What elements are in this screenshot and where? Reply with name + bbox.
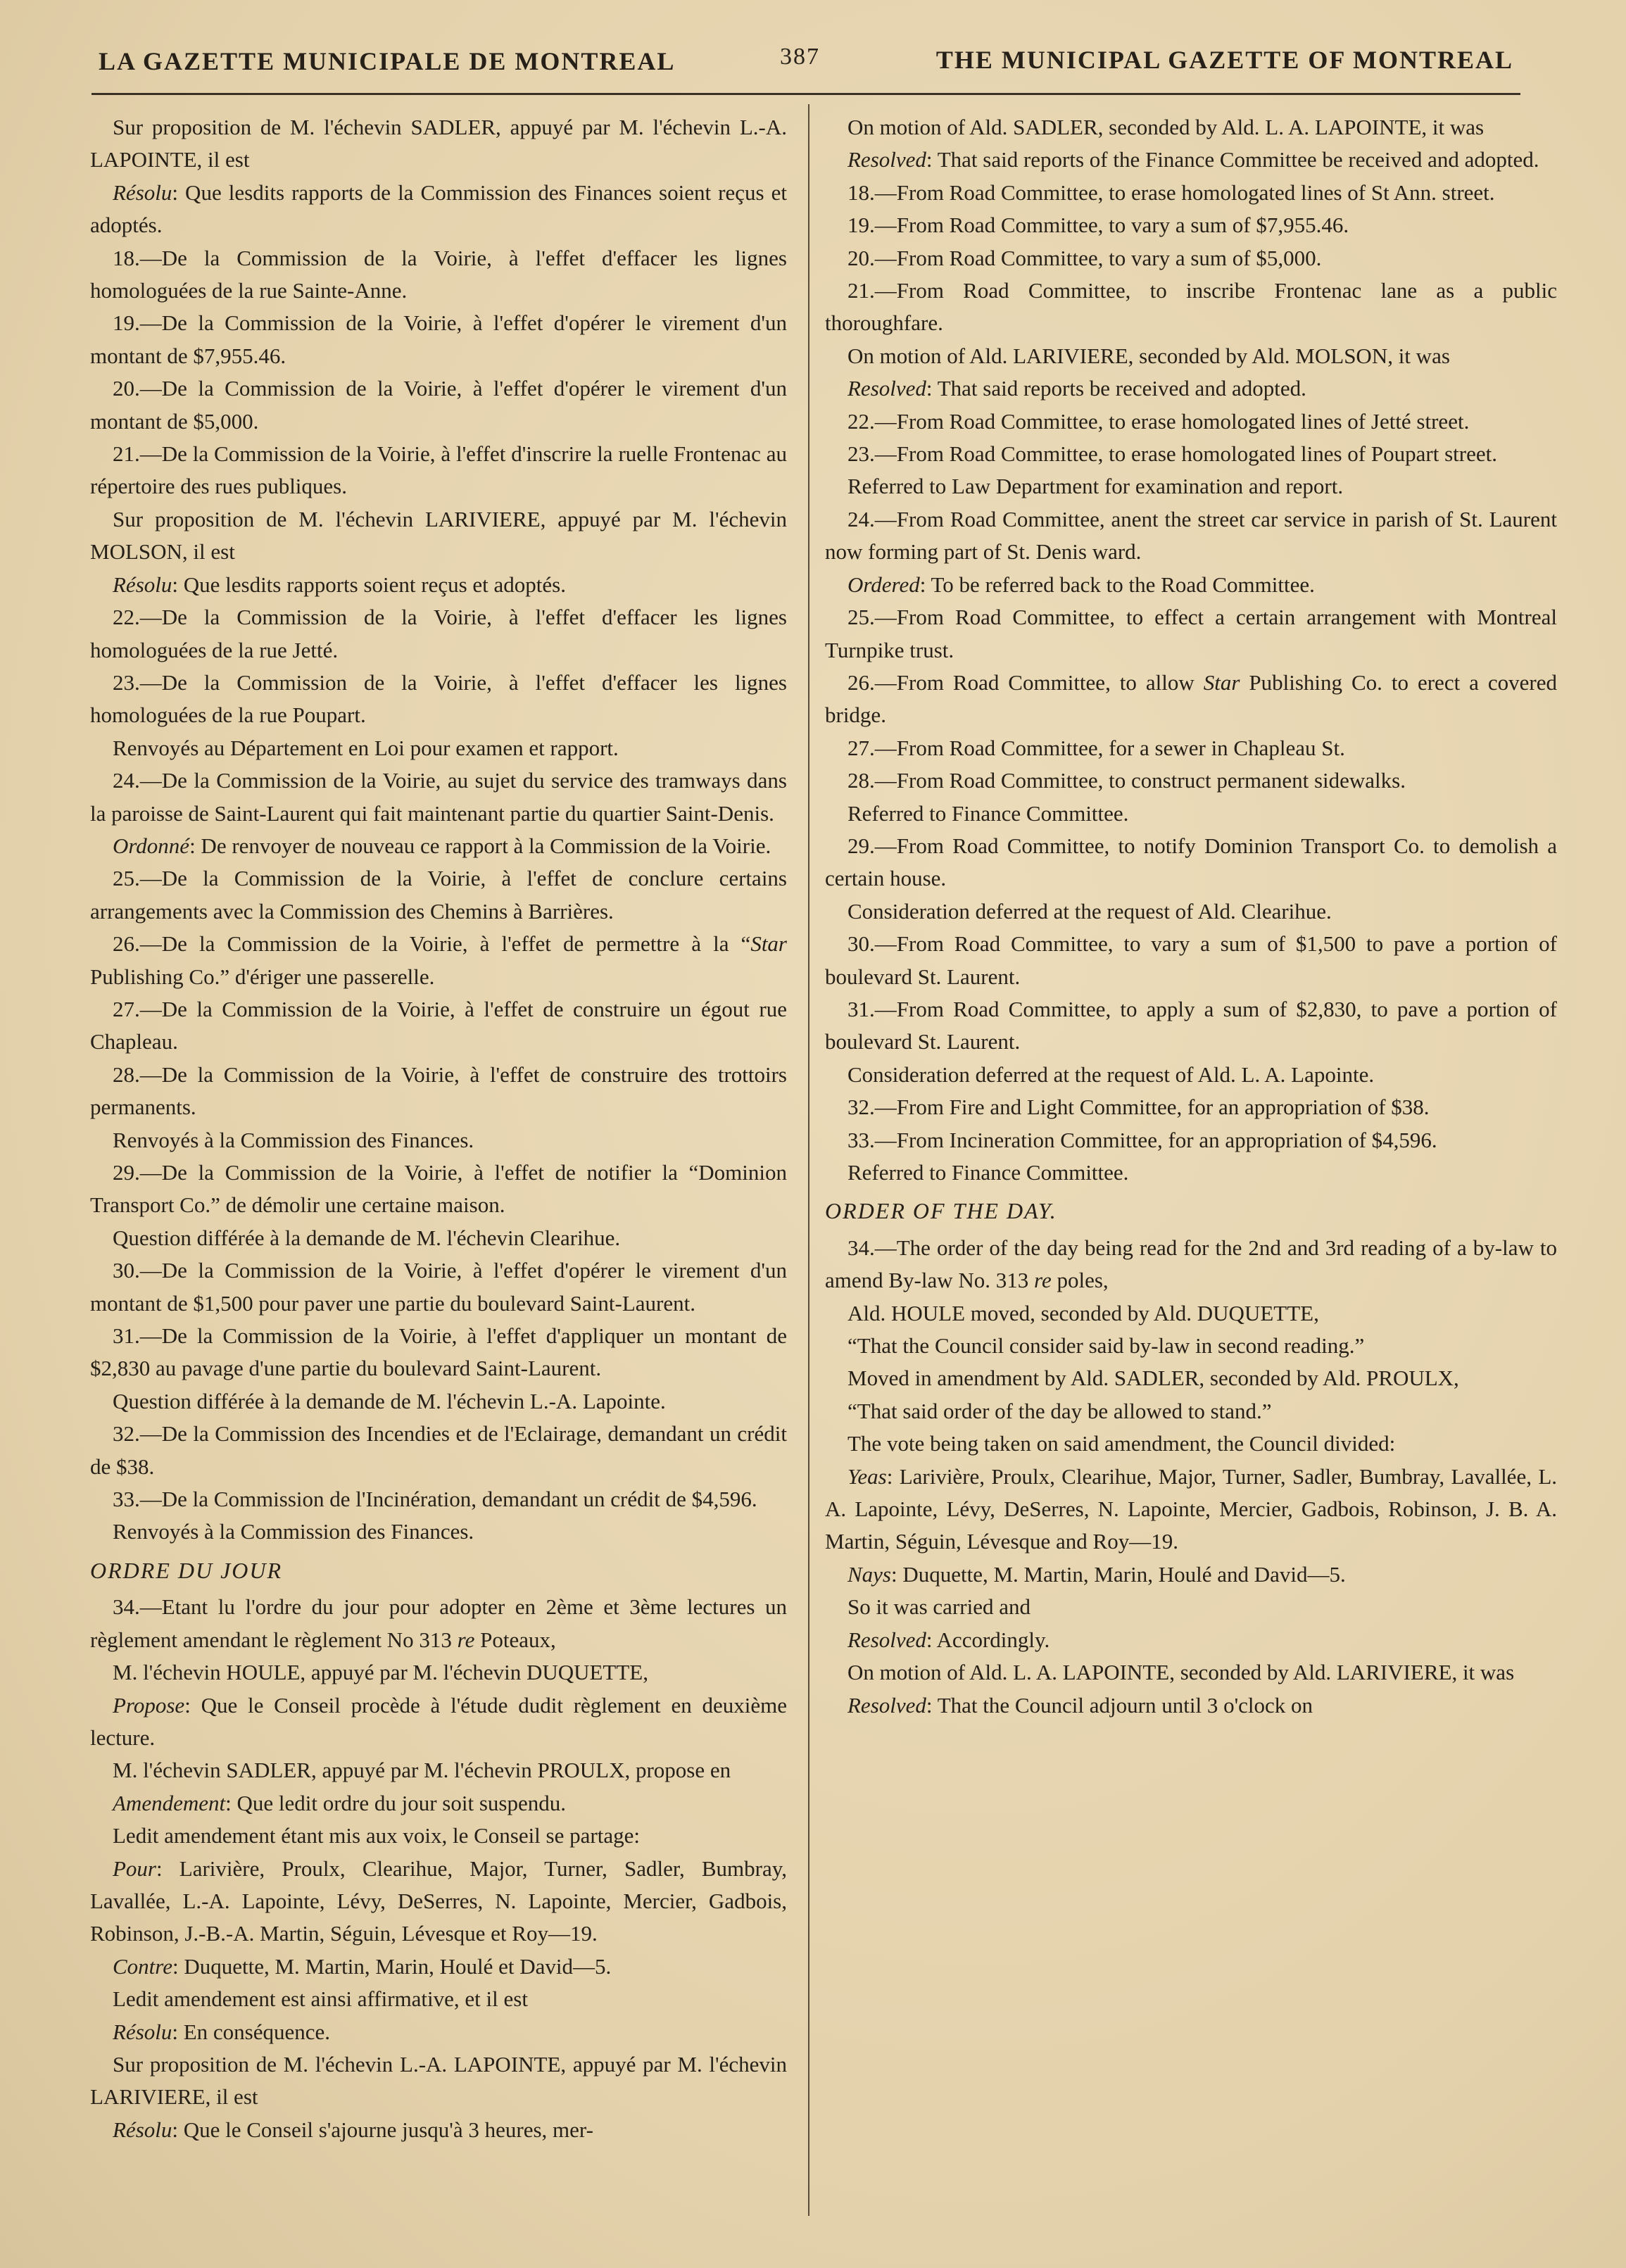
paragraph: M. l'échevin SADLER, appuyé par M. l'échevin PROULX, propose en [113, 1758, 731, 1783]
report-item: 30.—De la Commission de la Voirie, à l'effet d'opérer le virement d'un montant de $1,500 pour paver une partie du boulevard Saint-Laurent. [90, 1258, 787, 1316]
report-item: 18.—From Road Committee, to erase homologated lines of St Ann. street. [847, 179, 1495, 205]
paragraph: Ledit amendement étant mis aux voix, le Conseil se partage: [113, 1823, 640, 1848]
paragraph: On motion of Ald. SADLER, seconded by Ald. L. A. LAPOINTE, it was [847, 115, 1485, 139]
paragraph [90, 177, 787, 242]
report-item: 27.—From Road Committee, for a sewer in Chapleau St. [847, 735, 1345, 760]
report-item: 30.—From Road Committee, to vary a sum of $1,500 to pave a portion of boulevard St. Laurent. [825, 931, 1557, 989]
paragraph: Question différée à la demande de M. l'échevin Clearihue. [113, 1225, 621, 1250]
paragraph: M. l'échevin HOULE, appuyé par M. l'échevin DUQUETTE, [113, 1660, 648, 1685]
paragraph [825, 372, 1557, 405]
report-item [825, 1232, 1557, 1297]
resolution-label: Resolved [847, 376, 926, 401]
paragraph-text: : Larivière, Proulx, Clearihue, Major, Turner, Sadler, Bumbray, Lavallée, L. A. Lapointe, Lévy, DeSerres, N. Lapointe, Mercier, Gadbois, Robinson, J. B. A. Martin, Séguin, Lévesque and Roy—19. [825, 1463, 1557, 1554]
paragraph-text: Publishing Co. to erect a covered bridge. [825, 669, 1557, 728]
paragraph-text: : Que le Conseil procède à l'étude dudit règlement en deuxième lecture. [90, 1692, 787, 1750]
resolution-label: Resolved [847, 147, 926, 172]
report-item: 29.—De la Commission de la Voirie, à l'effet de notifier la “Dominion Transport Co.” de démolir une certaine maison. [90, 1160, 787, 1218]
paragraph-text: : Duquette, M. Martin, Marin, Houlé et David—5. [172, 1953, 612, 1979]
report-item: 24.—De la Commission de la Voirie, au sujet du service des tramways dans la paroisse de Saint-Laurent qui fait maintenant partie du quartier Saint-Denis. [90, 768, 787, 826]
paragraph: Ledit amendement est ainsi affirmative, et il est [113, 1986, 528, 2012]
report-item [90, 928, 787, 993]
paragraph [90, 1951, 787, 1983]
paragraph: Sur proposition de M. l'échevin LARIVIERE, appuyé par M. l'échevin MOLSON, il est [90, 506, 787, 565]
star-name: Star [750, 931, 787, 957]
paragraph: So it was carried and [847, 1594, 1031, 1620]
paragraph-text: : Duquette, M. Martin, Marin, Houlé and David—5. [891, 1561, 1346, 1587]
paragraph-text: : That said reports be received and adopted. [926, 376, 1306, 401]
order-label: Ordonné [113, 833, 190, 858]
resolution-label: Résolu [113, 2117, 172, 2142]
paragraph-text: : Que lesdits rapports de la Commission des Finances soient reçus et adoptés. [90, 179, 787, 238]
report-item: 20.—De la Commission de la Voirie, à l'effet d'opérer le virement d'un montant de $5,000. [90, 376, 787, 434]
report-item [825, 667, 1557, 732]
paragraph: Referred to Law Department for examination and report. [847, 474, 1344, 499]
report-item [90, 1591, 787, 1656]
amendment-label: Amendement [113, 1790, 226, 1815]
paragraph: Referred to Finance Committee. [847, 1160, 1129, 1185]
page-number: 387 [780, 44, 820, 70]
paragraph-text: : Larivière, Proulx, Clearihue, Major, Turner, Sadler, Bumbray, Lavallée, L.-A. Lapointe, Lévy, DeSerres, N. Lapointe, Mercier, Gadbois, Robinson, J.-B.-A. Martin, Séguin, Lévesque et Roy—19. [90, 1856, 787, 1946]
section-heading: ORDER OF THE DAY. [825, 1198, 1057, 1224]
paragraph [90, 1853, 787, 1951]
report-item: 22.—From Road Committee, to erase homologated lines of Jetté street. [847, 408, 1470, 434]
paragraph: Referred to Finance Committee. [847, 800, 1129, 826]
paragraph [90, 2016, 787, 2048]
report-item: 33.—De la Commission de l'Incinération, demandant un crédit de $4,596. [113, 1487, 757, 1512]
resolution-label: Resolved [847, 1692, 926, 1718]
paragraph [90, 830, 787, 862]
page-header [99, 44, 1513, 86]
paragraph: Renvoyés au Département en Loi pour examen et rapport. [113, 735, 619, 760]
paragraph-text: Poteaux, [474, 1627, 556, 1652]
paragraph-text: : That said reports of the Finance Committee be received and adopted. [926, 147, 1539, 172]
report-item: 19.—From Road Committee, to vary a sum of $7,955.46. [847, 213, 1349, 238]
french-column [90, 111, 787, 2146]
paragraph: Consideration deferred at the request of Ald. Clearihue. [847, 898, 1332, 924]
paragraph-text: : Que ledit ordre du jour soit suspendu. [225, 1790, 566, 1815]
report-item: 18.—De la Commission de la Voirie, à l'effet d'effacer les lignes homologuées de la rue Sainte-Anne. [90, 245, 787, 303]
paragraph: Consideration deferred at the request of Ald. L. A. Lapointe. [847, 1061, 1375, 1087]
report-item: 32.—From Fire and Light Committee, for an appropriation of $38. [847, 1095, 1430, 1120]
star-name: Star [1203, 669, 1240, 695]
paragraph [825, 569, 1557, 601]
paragraph: On motion of Ald. L. A. LAPOINTE, seconded by Ald. LARIVIERE, it was [847, 1660, 1515, 1685]
paragraph: On motion of Ald. LARIVIERE, seconded by Ald. MOLSON, it was [847, 343, 1450, 368]
report-item: 33.—From Incineration Committee, for an appropriation of $4,596. [847, 1127, 1437, 1152]
report-item: 19.—De la Commission de la Voirie, à l'effet d'opérer le virement d'un montant de $7,955.46. [90, 310, 787, 368]
paragraph: The vote being taken on said amendment, the Council divided: [847, 1431, 1396, 1456]
paragraph-text: 26.—De la Commission de la Voirie, à l'effet de permettre à la “ [113, 931, 751, 957]
paragraph-text: Publishing Co.” d'ériger une passerelle. [90, 964, 435, 989]
paragraph [90, 1689, 787, 1755]
resolution-label: Résolu [113, 572, 172, 597]
resolution-label: Résolu [113, 179, 172, 205]
report-item: 28.—From Road Committee, to construct permanent sidewalks. [847, 768, 1406, 793]
column-divider [808, 104, 809, 2216]
paragraph: Ald. HOULE moved, seconded by Ald. DUQUETTE, [847, 1300, 1319, 1325]
report-item: 31.—From Road Committee, to apply a sum of $2,830, to pave a portion of boulevard St. Laurent. [825, 996, 1557, 1054]
order-label: Ordered [847, 572, 920, 597]
report-item: 22.—De la Commission de la Voirie, à l'effet d'effacer les lignes homologuées de la rue Jetté. [90, 605, 787, 662]
motion-label: Propose [113, 1692, 185, 1718]
paragraph: Question différée à la demande de M. l'échevin L.-A. Lapointe. [113, 1388, 666, 1413]
re-word: re [457, 1627, 475, 1652]
paragraph: “That the Council consider said by-law in second reading.” [847, 1333, 1365, 1359]
paragraph-text: 26.—From Road Committee, to allow [847, 669, 1204, 695]
paragraph [90, 569, 787, 601]
vote-label: Pour [113, 1856, 156, 1881]
paragraph: Sur proposition de M. l'échevin L.-A. LAPOINTE, appuyé par M. l'échevin LARIVIERE, il est [90, 2051, 787, 2110]
vote-label: Yeas [847, 1463, 887, 1489]
report-item: 21.—From Road Committee, to inscribe Frontenac lane as a public thoroughfare. [825, 278, 1557, 336]
paragraph-text: : Que le Conseil s'ajourne jusqu'à 3 heures, mer- [172, 2117, 593, 2142]
report-item: 25.—From Road Committee, to effect a certain arrangement with Montreal Turnpike trust. [825, 605, 1557, 662]
paragraph [90, 1787, 787, 1820]
re-word: re [1034, 1268, 1052, 1293]
english-title: THE MUNICIPAL GAZETTE OF MONTREAL [935, 46, 1513, 74]
english-column [825, 111, 1557, 1722]
report-item: 29.—From Road Committee, to notify Dominion Transport Co. to demolish a certain house. [825, 833, 1557, 891]
paragraph-text: : Accordingly. [926, 1627, 1050, 1652]
paragraph [825, 1461, 1557, 1558]
paragraph-text: : That the Council adjourn until 3 o'clock on [926, 1692, 1313, 1718]
report-item: 27.—De la Commission de la Voirie, à l'effet de construire un égout rue Chapleau. [90, 996, 787, 1054]
resolution-label: Résolu [113, 2019, 172, 2044]
paragraph: Renvoyés à la Commission des Finances. [113, 1519, 474, 1544]
paragraph: “That said order of the day be allowed to stand.” [847, 1398, 1272, 1423]
report-item: 31.—De la Commission de la Voirie, à l'effet d'appliquer un montant de $2,830 au pavage d'une partie du boulevard Saint-Laurent. [90, 1323, 787, 1381]
paragraph [90, 2114, 787, 2146]
vote-label: Nays [847, 1561, 891, 1587]
paragraph-text: : Que lesdits rapports soient reçus et adoptés. [172, 572, 566, 597]
paragraph: Moved in amendment by Ald. SADLER, seconded by Ald. PROULX, [847, 1366, 1459, 1391]
paragraph-text: : To be referred back to the Road Committee. [919, 572, 1315, 597]
paragraph-text: : En conséquence. [172, 2019, 331, 2044]
vote-label: Contre [113, 1953, 172, 1979]
paragraph-text: poles, [1051, 1268, 1109, 1293]
resolution-label: Resolved [847, 1627, 926, 1652]
report-item: 24.—From Road Committee, anent the street car service in parish of St. Laurent now forming part of St. Denis ward. [825, 506, 1557, 565]
report-item: 23.—From Road Committee, to erase homologated lines of Poupart street. [847, 441, 1497, 467]
french-title: LA GAZETTE MUNICIPALE DE MONTREAL [99, 47, 676, 75]
paragraph-text: 34.—The order of the day being read for the 2nd and 3rd reading of a by-law to amend By-law No. 313 [825, 1235, 1557, 1293]
paragraph-text: : De renvoyer de nouveau ce rapport à la Commission de la Voirie. [189, 833, 771, 858]
paragraph [825, 144, 1557, 176]
paragraph [825, 1558, 1557, 1591]
report-item: 28.—De la Commission de la Voirie, à l'effet de construire des trottoirs permanents. [90, 1061, 787, 1120]
paragraph-text: 34.—Etant lu l'ordre du jour pour adopter en 2ème et 3ème lectures un règlement amendant le règlement No 313 [90, 1594, 787, 1652]
paragraph: Renvoyés à la Commission des Finances. [113, 1127, 474, 1152]
section-heading: ORDRE DU JOUR [90, 1557, 283, 1583]
paragraph: Sur proposition de M. l'échevin SADLER, appuyé par M. l'échevin L.-A. LAPOINTE, il est [90, 115, 787, 172]
report-item: 20.—From Road Committee, to vary a sum of $5,000. [847, 245, 1322, 270]
header-rule [92, 93, 1520, 95]
report-item: 23.—De la Commission de la Voirie, à l'effet d'effacer les lignes homologuées de la rue Poupart. [90, 669, 787, 728]
paragraph [825, 1624, 1557, 1656]
report-item: 25.—De la Commission de la Voirie, à l'effet de conclure certains arrangements avec la Commission des Chemins à Barrières. [90, 866, 787, 924]
paragraph [825, 1689, 1557, 1722]
report-item: 21.—De la Commission de la Voirie, à l'effet d'inscrire la ruelle Frontenac au répertoire des rues publiques. [90, 441, 787, 499]
report-item: 32.—De la Commission des Incendies et de l'Eclairage, demandant un crédit de $38. [90, 1421, 787, 1479]
